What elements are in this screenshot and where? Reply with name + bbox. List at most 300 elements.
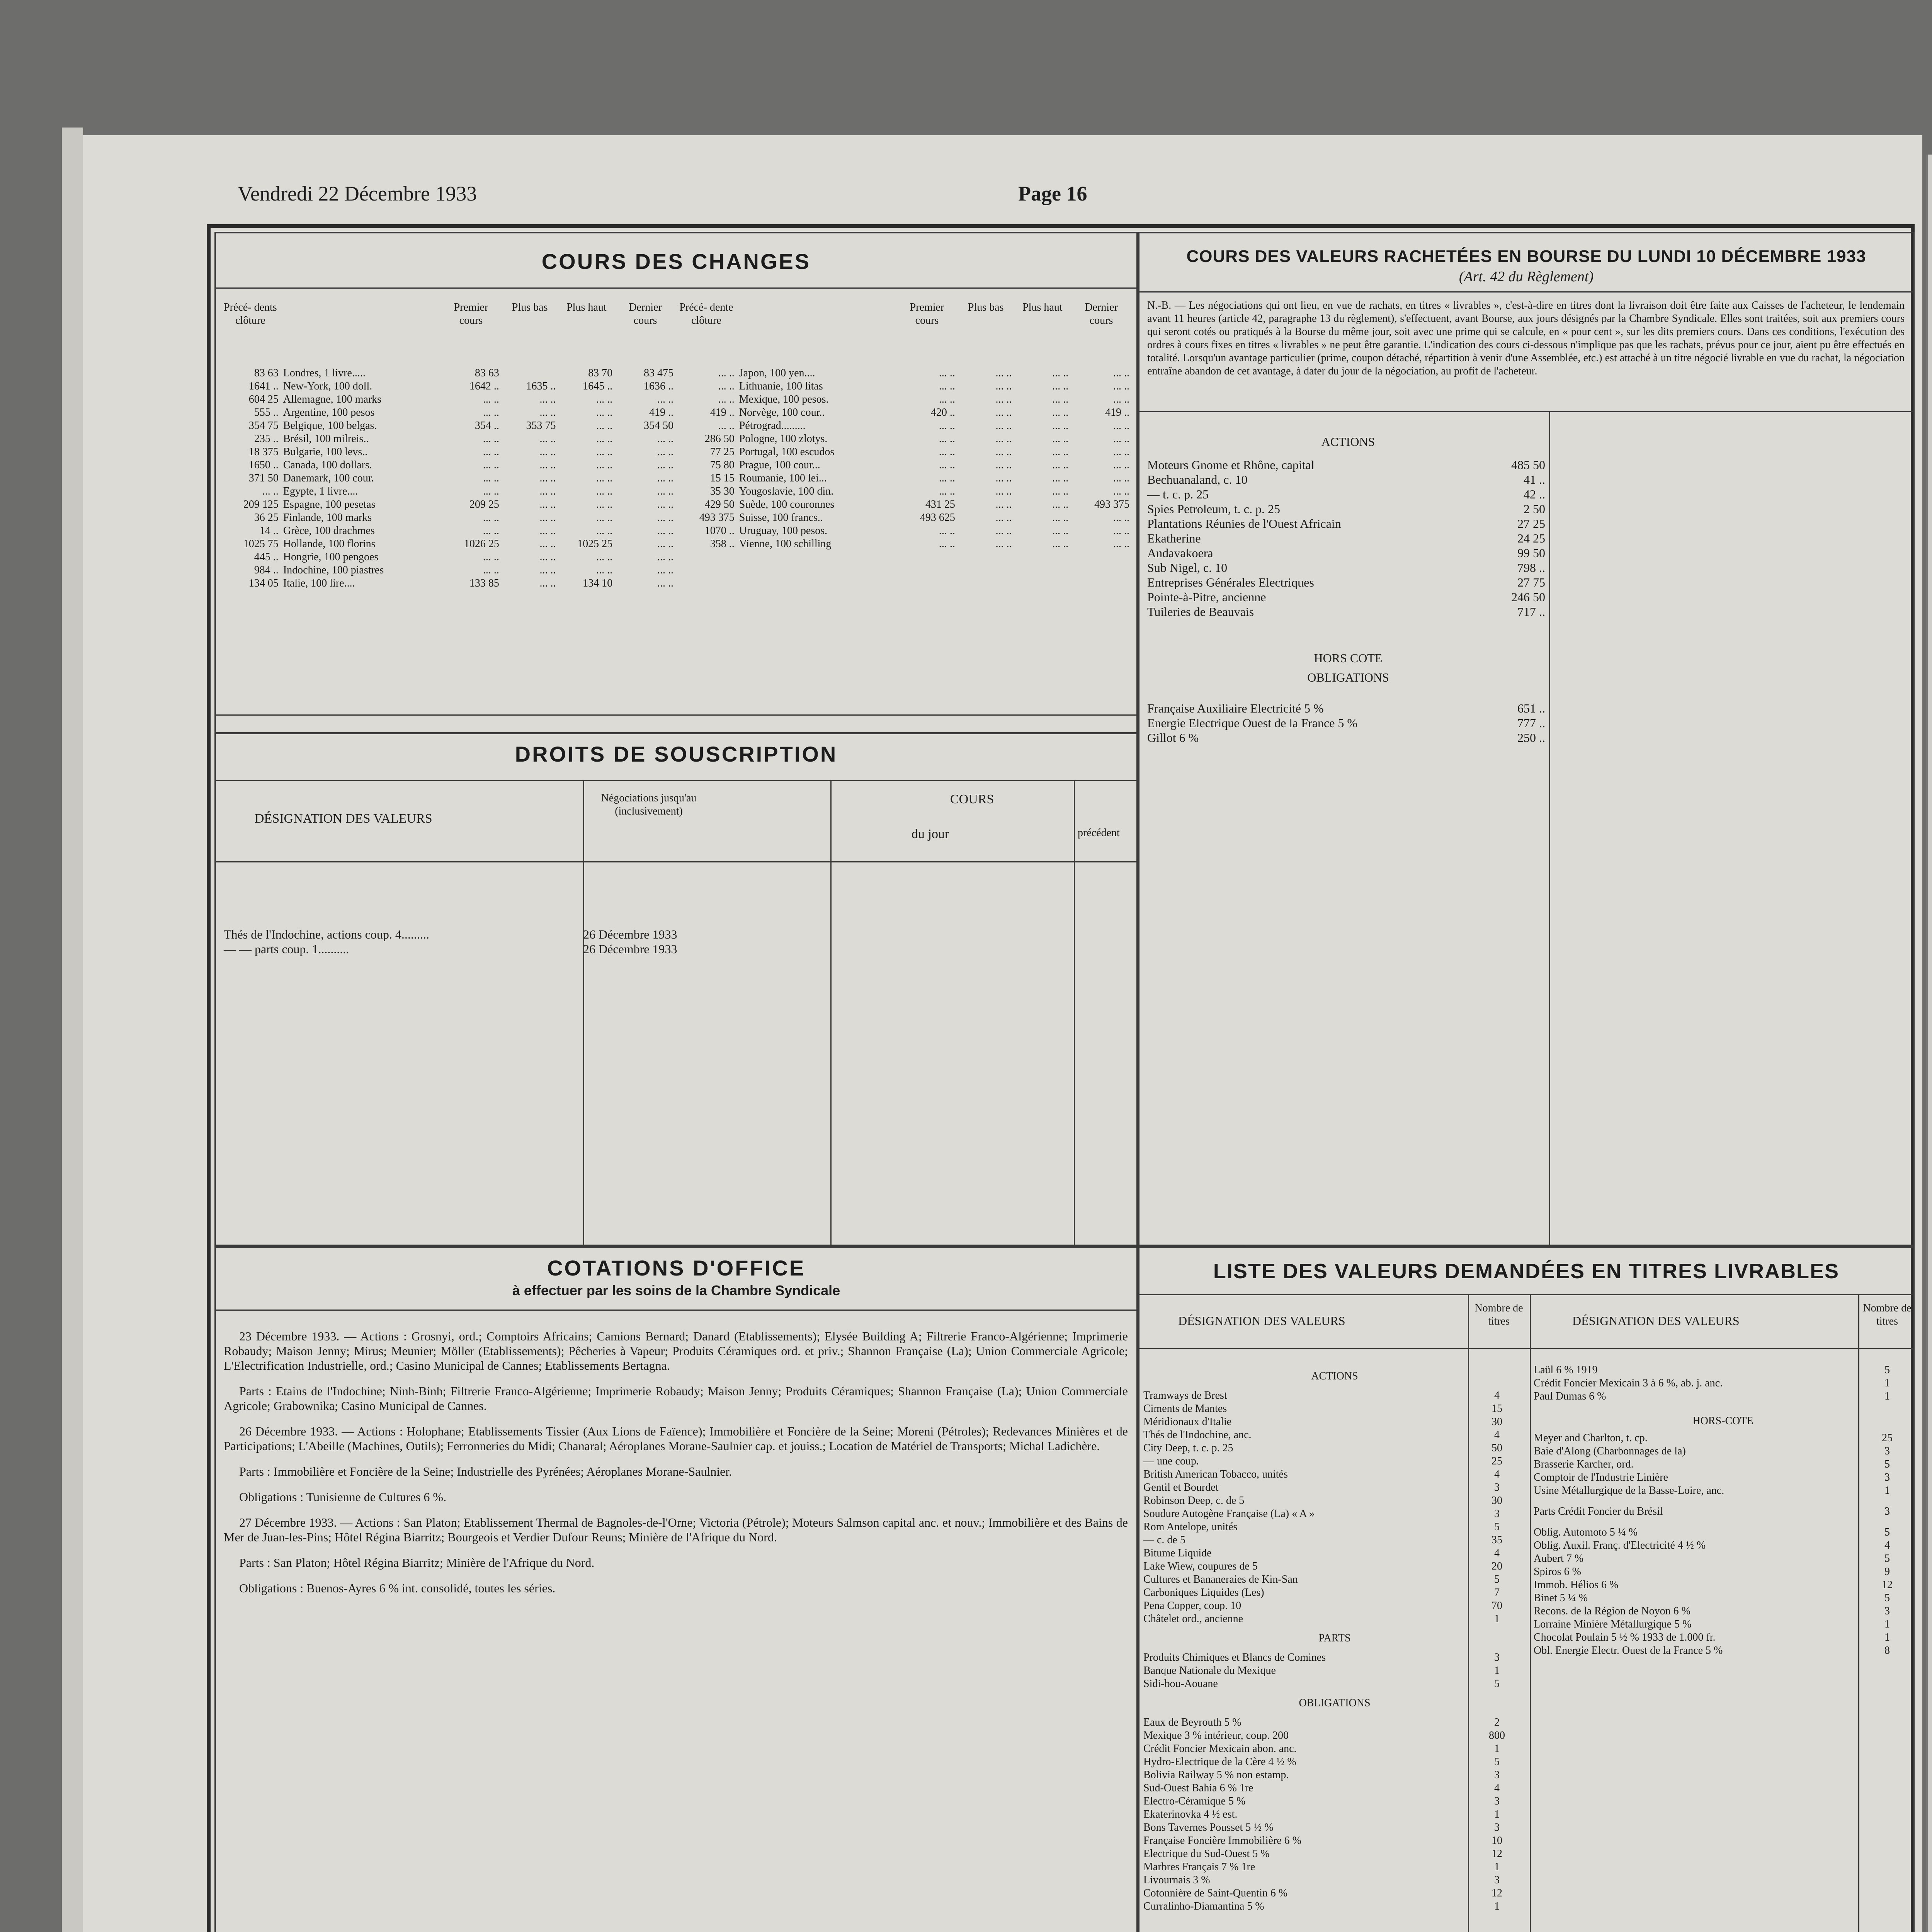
office-paragraph: Parts : Etains de l'Indochine; Ninh-Binh; Filtrerie Franco-Algérienne; Imprimerie Robaudy; Maison Jenny; Produits Céramiques; Shannon Française (La); Union Commerciale Agricole; Grabownika; Casino Municipal de Cannes. [224, 1384, 1128, 1413]
currency-cell: Uruguay, 100 pesos. [739, 525, 828, 537]
currency-cell: Roumanie, 100 lei... [739, 472, 827, 484]
rate-cell: ... .. [939, 393, 955, 405]
livrables-row [1534, 1631, 1912, 1644]
rate-cell: ... .. [939, 485, 955, 497]
rate-cell: ... .. [939, 367, 955, 379]
livrables-section-label: PARTS [1318, 1632, 1351, 1644]
rate-cell: ... .. [539, 446, 556, 458]
currency-cell: Vienne, 100 schilling [739, 538, 832, 550]
rachetees-action-row [1147, 575, 1545, 590]
currency-cell: Bulgarie, 100 levs.. [283, 446, 368, 458]
changes-row [220, 564, 676, 577]
livrables-count: 30 [1492, 1416, 1502, 1428]
livrables-name: Lake Wiew, coupures de 5 [1143, 1560, 1258, 1572]
livrables-name: Immob. Hélios 6 % [1534, 1579, 1619, 1591]
rate-cell: ... .. [539, 406, 556, 418]
livrables-count: 12 [1492, 1848, 1502, 1860]
rate-cell: 555 .. [254, 406, 279, 418]
rate-cell: ... .. [1052, 498, 1069, 510]
rate-cell: ... .. [483, 393, 499, 405]
livrables-name: Bons Tavernes Pousset 5 ½ % [1143, 1821, 1274, 1833]
rate-cell: ... .. [718, 393, 735, 405]
rate-cell: 984 .. [254, 564, 279, 576]
rate-cell: ... .. [596, 446, 613, 458]
rate-cell: 1025 25 [577, 538, 613, 550]
currency-cell: Indochine, 100 piastres [283, 564, 384, 576]
livrables-row [1143, 1612, 1526, 1626]
changes-row [676, 498, 1132, 511]
changes-row [220, 406, 676, 419]
rachetees-action-value: 798 .. [1517, 561, 1545, 575]
livrables-count: 1 [1884, 1377, 1890, 1389]
livrables-count: 10 [1492, 1835, 1502, 1847]
rate-cell: 15 15 [710, 472, 735, 484]
livrables-row [1534, 1552, 1912, 1565]
rate-cell: ... .. [539, 393, 556, 405]
livrables-count: 5 [1494, 1521, 1500, 1533]
rate-cell: ... .. [995, 485, 1012, 497]
livrables-right [1534, 1364, 1912, 1657]
rate-cell: 493 625 [920, 512, 955, 524]
livrables-count: 1 [1494, 1613, 1500, 1625]
livrables-count: 35 [1492, 1534, 1502, 1546]
livrables-row [1143, 1808, 1526, 1821]
livrables-row [1534, 1505, 1912, 1518]
adjacent-page-edge [1926, 155, 1932, 1932]
livrables-name: Hydro-Electrique de la Cère 4 ½ % [1143, 1756, 1296, 1768]
livrables-count: 5 [1494, 1573, 1500, 1585]
rate-cell: ... .. [718, 367, 735, 379]
rate-cell: ... .. [596, 512, 613, 524]
changes-row [676, 485, 1132, 498]
livrables-title: LISTE DES VALEURS DEMANDÉES EN TITRES LIVRABLES [1213, 1260, 1840, 1283]
rate-cell: 14 .. [259, 525, 279, 537]
rate-cell: ... .. [1052, 406, 1069, 418]
livrables-name: Rom Antelope, unités [1143, 1521, 1238, 1533]
rate-cell: 1642 .. [469, 380, 499, 392]
rachetees-obligation-row [1147, 730, 1545, 745]
livrables-count: 4 [1494, 1429, 1500, 1441]
rachetees-action-label: Ekatherine [1147, 531, 1201, 545]
rate-cell: 419 .. [1105, 406, 1129, 418]
rachetees-oblig-label: OBLIGATIONS [1307, 670, 1389, 684]
livrables-count: 800 [1489, 1730, 1505, 1742]
currency-cell: Portugal, 100 escudos [739, 446, 835, 458]
rate-cell: ... .. [657, 577, 673, 589]
rate-cell: 1025 75 [243, 538, 279, 550]
rate-cell: ... .. [596, 420, 613, 432]
rate-cell: ... .. [539, 472, 556, 484]
livrables-name: Marbres Français 7 % 1re [1143, 1861, 1255, 1873]
livrables-name: Parts Crédit Foncier du Brésil [1534, 1505, 1663, 1517]
rate-cell: ... .. [1113, 485, 1129, 497]
livrables-row [1534, 1377, 1912, 1390]
livrables-row [1534, 1471, 1912, 1484]
livrables-count: 5 [1884, 1526, 1890, 1538]
rate-cell: ... .. [1113, 512, 1129, 524]
rate-cell: 420 .. [930, 406, 955, 418]
livrables-name: Produits Chimiques et Blancs de Comines [1143, 1651, 1326, 1663]
livrables-row [1143, 1677, 1526, 1690]
currency-cell: Grèce, 100 drachmes [283, 525, 375, 537]
livrables-name: Oblig. Auxil. Franç. d'Electricité 4 ½ % [1534, 1539, 1706, 1551]
currency-cell: Norvège, 100 cour.. [739, 406, 825, 418]
rachetees-action-value: 99 50 [1517, 546, 1545, 560]
livrables-row [1143, 1847, 1526, 1861]
livrables-count: 4 [1494, 1389, 1500, 1401]
rate-cell: ... .. [539, 512, 556, 524]
rachetees-title: COURS DES VALEURS RACHETÉES EN BOURSE DU LUNDI 10 DÉCEMBRE 1933 [1186, 247, 1866, 266]
livrables-name: Laül 6 % 1919 [1534, 1364, 1598, 1376]
livrables-name: Paul Dumas 6 % [1534, 1390, 1606, 1402]
livrables-count: 12 [1882, 1579, 1893, 1591]
col-plushaut: Plus haut [566, 301, 607, 313]
changes-title: COURS DES CHANGES [541, 249, 811, 274]
souscription-h-dujour: du jour [912, 827, 949, 841]
rate-cell: ... .. [539, 564, 556, 576]
rate-cell: 358 .. [710, 538, 735, 550]
rate-cell: ... .. [483, 433, 499, 445]
rate-cell: ... .. [657, 472, 673, 484]
rate-cell: ... .. [539, 538, 556, 550]
rachetees-obligation-label: Gillot 6 % [1147, 731, 1199, 745]
livrables-count: 1 [1494, 1900, 1500, 1912]
rachetees-action-row [1147, 516, 1545, 531]
changes-row [220, 485, 676, 498]
rate-cell: ... .. [995, 498, 1012, 510]
rate-cell: 1641 .. [248, 380, 279, 392]
rate-cell: 235 .. [254, 433, 279, 445]
rate-cell: ... .. [483, 406, 499, 418]
rate-cell: ... .. [483, 564, 499, 576]
rate-cell: ... .. [939, 538, 955, 550]
rate-cell: 1636 .. [644, 380, 673, 392]
livrables-count: 1 [1884, 1390, 1890, 1402]
rachetees-action-value: 717 .. [1517, 605, 1545, 619]
rachetees-obligation-value: 250 .. [1517, 731, 1545, 745]
rate-cell: 371 50 [248, 472, 279, 484]
rachetees-action-value: 42 .. [1524, 487, 1545, 501]
livrables-name: Recons. de la Région de Noyon 6 % [1534, 1605, 1690, 1617]
currency-cell: Prague, 100 cour... [739, 459, 820, 471]
rate-cell: ... .. [483, 485, 499, 497]
rachetees-obligation-value: 777 .. [1517, 716, 1545, 730]
rate-cell: ... .. [539, 551, 556, 563]
rate-cell: ... .. [995, 393, 1012, 405]
rate-cell: 354 50 [644, 420, 673, 432]
rate-cell: ... .. [596, 459, 613, 471]
livrables-row [1143, 1900, 1526, 1913]
currency-cell: Allemagne, 100 marks [283, 393, 382, 405]
rate-cell: ... .. [483, 446, 499, 458]
rate-cell: 83 475 [644, 367, 673, 379]
rachetees-action-value: 24 25 [1517, 531, 1545, 545]
rachetees-actions [1147, 457, 1545, 619]
livrables-row [1534, 1484, 1912, 1497]
livrables-count: 4 [1494, 1782, 1500, 1794]
livrables-row [1143, 1821, 1526, 1834]
livrables-name: Thés de l'Indochine, anc. [1143, 1429, 1252, 1441]
livrables-row [1143, 1742, 1526, 1755]
rate-cell: ... .. [539, 498, 556, 510]
changes-row [220, 432, 676, 446]
rate-cell: ... .. [657, 564, 673, 576]
currency-cell: Suisse, 100 francs.. [739, 512, 823, 524]
livrables-name: Ekaterinovka 4 ½ est. [1143, 1808, 1238, 1820]
livrables-row [1143, 1795, 1526, 1808]
changes-row [220, 511, 676, 524]
souscription-row [224, 942, 842, 956]
currency-cell: Yougoslavie, 100 din. [739, 485, 834, 497]
livrables-row [1534, 1578, 1912, 1592]
livrables-count: 3 [1494, 1874, 1500, 1886]
rachetees-subtitle: (Art. 42 du Règlement) [1459, 269, 1594, 285]
rate-cell: ... .. [483, 472, 499, 484]
rate-cell: ... .. [483, 512, 499, 524]
livrables-row [1534, 1605, 1912, 1618]
livrables-count: 1 [1494, 1808, 1500, 1820]
livrables-count: 5 [1494, 1756, 1500, 1768]
rate-cell: ... .. [539, 577, 556, 589]
livrables-count: 70 [1492, 1600, 1502, 1612]
livrables-name: Mexique 3 % intérieur, coup. 200 [1143, 1730, 1289, 1742]
livrables-name: Bolivia Railway 5 % non estamp. [1143, 1769, 1289, 1781]
livrables-count: 2 [1494, 1716, 1500, 1728]
changes-row [676, 393, 1132, 406]
rate-cell: ... .. [539, 525, 556, 537]
rate-cell: ... .. [995, 525, 1012, 537]
livrables-row [1143, 1442, 1526, 1455]
changes-row [220, 380, 676, 393]
rachetees-obligation-label: Energie Electrique Ouest de la France 5 % [1147, 716, 1358, 730]
rate-cell: ... .. [596, 551, 613, 563]
rachetees-action-label: Spies Petroleum, t. c. p. 25 [1147, 502, 1280, 516]
livrables-count: 3 [1884, 1471, 1890, 1483]
livrables-name: — une coup. [1143, 1455, 1199, 1467]
livrables-row [1534, 1445, 1912, 1458]
office-section [214, 1246, 1138, 1932]
livrables-count: 5 [1494, 1678, 1500, 1690]
livrables-row [1143, 1481, 1526, 1494]
livrables-count: 30 [1492, 1495, 1502, 1507]
rate-cell: 286 50 [704, 433, 735, 445]
livrables-left [1143, 1364, 1526, 1913]
office-subtitle: à effectuer par les soins de la Chambre Syndicale [512, 1282, 840, 1298]
changes-row [676, 419, 1132, 432]
livrables-name: Gentil et Bourdet [1143, 1481, 1219, 1493]
livrables-count: 1 [1884, 1618, 1890, 1630]
rate-cell: ... .. [657, 446, 673, 458]
livrables-row [1143, 1468, 1526, 1481]
rate-cell: ... .. [657, 485, 673, 497]
livrables-name: Spiros 6 % [1534, 1566, 1581, 1578]
rate-cell: ... .. [1052, 367, 1069, 379]
livrables-count: 3 [1884, 1605, 1890, 1617]
rate-cell: ... .. [1113, 472, 1129, 484]
livrables-count: 4 [1494, 1468, 1500, 1480]
livrables-row [1534, 1390, 1912, 1403]
livrables-count: 7 [1494, 1587, 1500, 1599]
col-premier: Premier cours [454, 301, 488, 327]
livrables-count: 15 [1492, 1403, 1502, 1415]
office-paragraph: Obligations : Buenos-Ayres 6 % int. consolidé, toutes les séries. [239, 1581, 556, 1595]
rate-cell: ... .. [939, 446, 955, 458]
rate-cell: ... .. [1113, 393, 1129, 405]
rachetees-action-label: Moteurs Gnome et Rhône, capital [1147, 458, 1315, 472]
page-date: Vendredi 22 Décembre 1933 [238, 182, 477, 205]
livrables-name: Châtelet ord., ancienne [1143, 1613, 1243, 1625]
rate-cell: 83 63 [254, 367, 279, 379]
col-plusbas-2: Plus bas [968, 301, 1004, 313]
livrables-row [1143, 1415, 1526, 1429]
livrables-row [1534, 1526, 1912, 1539]
rachetees-action-row [1147, 502, 1545, 516]
livrables-name: Brasserie Karcher, ord. [1534, 1458, 1634, 1470]
souscription-h-negociations: Négociations jusqu'au (inclusivement) [601, 792, 699, 817]
rachetees-section [1138, 232, 1915, 1246]
rate-cell: 77 25 [710, 446, 735, 458]
livrables-row [1143, 1560, 1526, 1573]
rate-cell: ... .. [995, 380, 1012, 392]
rate-cell: 83 70 [588, 367, 613, 379]
livrables-row [1143, 1834, 1526, 1847]
currency-cell: Mexique, 100 pesos. [739, 393, 829, 405]
changes-row [220, 577, 676, 590]
page-number: Page 16 [1018, 182, 1087, 205]
livrables-row [1534, 1565, 1912, 1578]
rate-cell: ... .. [483, 459, 499, 471]
rate-cell: ... .. [657, 433, 673, 445]
livrables-count: 3 [1494, 1481, 1500, 1493]
livrables-name: Pena Copper, coup. 10 [1143, 1600, 1242, 1612]
rate-cell: ... .. [657, 538, 673, 550]
currency-cell: Lithuanie, 100 litas [739, 380, 823, 392]
currency-cell: Pologne, 100 zlotys. [739, 433, 828, 445]
rate-cell: ... .. [1052, 459, 1069, 471]
rate-cell: 1026 25 [464, 538, 499, 550]
currency-cell: Italie, 100 lire.... [283, 577, 355, 589]
livrables-row [1143, 1887, 1526, 1900]
rate-cell: 209 125 [243, 498, 279, 510]
livrables-count: 4 [1884, 1539, 1890, 1551]
rachetees-hors-cote: HORS COTE [1314, 651, 1383, 665]
rate-cell: 604 25 [248, 393, 279, 405]
rate-cell: ... .. [1052, 380, 1069, 392]
rate-cell: ... .. [657, 393, 673, 405]
currency-cell: Londres, 1 livre..... [283, 367, 366, 379]
changes-row [676, 511, 1132, 524]
rate-cell: ... .. [939, 420, 955, 432]
rate-cell: ... .. [939, 380, 955, 392]
rate-cell: ... .. [657, 459, 673, 471]
changes-row [220, 459, 676, 472]
rachetees-action-row [1147, 590, 1545, 604]
rate-cell: ... .. [1052, 485, 1069, 497]
livrables-name: Curralinho-Diamantina 5 % [1143, 1900, 1264, 1912]
rate-cell: 1070 .. [704, 525, 735, 537]
rate-cell: ... .. [1113, 459, 1129, 471]
rachetees-action-value: 27 25 [1517, 517, 1545, 531]
rachetees-action-label: Entreprises Générales Electriques [1147, 575, 1314, 589]
rate-cell: 18 375 [248, 446, 279, 458]
rate-cell: ... .. [995, 472, 1012, 484]
changes-row [220, 393, 676, 406]
livrables-section-label: ACTIONS [1311, 1370, 1358, 1382]
livrables-count: 8 [1884, 1645, 1890, 1656]
rate-cell: ... .. [657, 512, 673, 524]
rate-cell: ... .. [657, 551, 673, 563]
rate-cell: ... .. [939, 525, 955, 537]
livrables-name: Soudure Autogène Française (La) « A » [1143, 1508, 1315, 1520]
rate-cell: ... .. [995, 512, 1012, 524]
rate-cell: ... .. [1113, 420, 1129, 432]
rate-cell: ... .. [939, 459, 955, 471]
office-paragraph: Obligations : Tunisienne de Cultures 6 %. [239, 1490, 446, 1504]
rate-cell: ... .. [657, 498, 673, 510]
rate-cell: 83 63 [474, 367, 499, 379]
rachetees-action-value: 27 75 [1517, 575, 1545, 589]
souscription-h-precedent: précédent [1078, 827, 1120, 839]
rate-cell: ... .. [1113, 525, 1129, 537]
rate-cell: 353 75 [526, 420, 556, 432]
souscription-h-designation: DÉSIGNATION DES VALEURS [255, 811, 432, 826]
changes-row [676, 472, 1132, 485]
rate-cell: ... .. [939, 433, 955, 445]
livrables-count: 3 [1494, 1508, 1500, 1520]
livrables-count: 1 [1884, 1631, 1890, 1643]
livrables-row [1534, 1364, 1912, 1377]
rate-cell: 35 30 [710, 485, 735, 497]
col-plusbas: Plus bas [512, 301, 548, 313]
rate-cell: 1650 .. [248, 459, 279, 471]
souscription-date: 26 Décembre 1933 [583, 927, 677, 941]
livrables-row [1534, 1644, 1912, 1657]
livrables-name: Usine Métallurgique de la Basse-Loire, anc. [1534, 1485, 1725, 1497]
rate-cell: ... .. [596, 472, 613, 484]
rate-cell: 419 .. [649, 406, 673, 418]
rachetees-action-label: Tuileries de Beauvais [1147, 605, 1254, 619]
currency-cell: Egypte, 1 livre.... [283, 485, 358, 497]
livrables-name: Ciments de Mantes [1143, 1403, 1227, 1415]
office-paragraph: Parts : San Platon; Hôtel Régina Biarritz; Minière de l'Afrique du Nord. [239, 1556, 595, 1570]
rate-cell: ... .. [995, 420, 1012, 432]
livrables-row [1143, 1782, 1526, 1795]
rate-cell: ... .. [483, 525, 499, 537]
rate-cell: ... .. [995, 459, 1012, 471]
rate-cell: 1635 .. [526, 380, 556, 392]
changes-row [676, 459, 1132, 472]
changes-row [676, 380, 1132, 393]
livrables-count: 12 [1492, 1887, 1502, 1899]
livrables-h-designation: DÉSIGNATION DES VALEURS [1178, 1314, 1345, 1328]
livrables-row [1143, 1599, 1526, 1612]
rachetees-note: N.-B. — Les négociations qui ont lieu, en vue de rachats, en titres « livrables », c'est-à-dire en titres dont la livraison doit être faite aux Caisses de l'acheteur, le lendemain avant 11 heures (article 42, paragraphe 13 du règlement), s'effectuent, avant Bourse, aux jours désignés par la Chambre Syndicale. Elles sont traitées, soit aux premiers cours qui seront cotés ou pratiqués à la Bourse du même jour, soit avec une prime qui se calcule, en « pour cent », sur les dits premiers cours. Dans ces conditions, l'exécution des ordres à cours fixes en titres « livrables » ne peut être garantie. L'indication des cours ci-dessous n'implique pas que les rachats, prévus pour ce jour, aient pu être effectués en totalité. Lorsqu'un avantage particulier (prime, coupon détaché, répartition à venir d'une Assemblée, etc.) est attaché à un titre négocié livrable en vue du rachat, la négociation entraîne abandon de cet avantage, à dater du jour de la négociation, au profit de l'acheteur. [1147, 299, 1907, 377]
livrables-name: Comptoir de l'Industrie Linière [1534, 1471, 1668, 1483]
changes-row [676, 367, 1132, 380]
livrables-name: City Deep, t. c. p. 25 [1143, 1442, 1233, 1454]
rate-cell: ... .. [657, 525, 673, 537]
currency-cell: Finlande, 100 marks [283, 512, 372, 524]
changes-tables [220, 301, 1136, 590]
livrables-name: Livournais 3 % [1143, 1874, 1210, 1886]
livrables-name: Aubert 7 % [1534, 1553, 1584, 1565]
rachetees-action-label: Pointe-à-Pitre, ancienne [1147, 590, 1266, 604]
rate-cell: 354 .. [474, 420, 499, 432]
livrables-row [1143, 1494, 1526, 1507]
livrables-count: 3 [1494, 1821, 1500, 1833]
rachetees-action-value: 41 .. [1524, 473, 1545, 486]
souscription-h-cours: COURS [950, 792, 994, 806]
